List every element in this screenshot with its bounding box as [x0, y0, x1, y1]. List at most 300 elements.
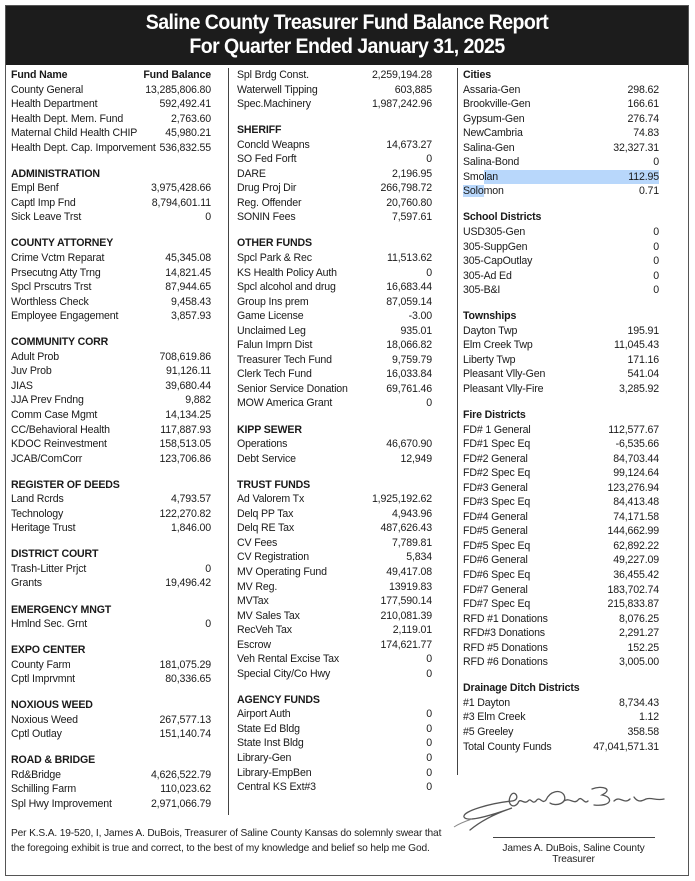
section-title: OTHER FUNDS [237, 237, 312, 250]
section-title: COMMUNITY CORR [11, 336, 109, 349]
fund-name: RFD#3 Donations [463, 627, 545, 640]
fund-balance: 0 [205, 211, 211, 224]
section-title: TRUST FUNDS [237, 478, 311, 491]
fund-name: Prsecutng Atty Trng [11, 266, 101, 279]
fund-balance: 2,971,066.79 [150, 798, 211, 811]
signature-image [452, 775, 682, 835]
fund-row [463, 481, 659, 496]
fund-balance: 12,949 [400, 452, 432, 465]
fund-balance: 3,005.00 [618, 656, 659, 669]
fund-balance: 276.74 [627, 112, 659, 125]
fund-row [237, 338, 432, 353]
fund-row [463, 112, 659, 127]
fund-row [463, 269, 659, 284]
section-title: EMERGENCY MNGT [11, 603, 112, 616]
fund-name: Rd&Bridge [11, 768, 61, 781]
fund-balance: 9,759.79 [391, 353, 432, 366]
fund-name: Hmlnd Sec. Grnt [11, 618, 88, 631]
fund-row [463, 495, 659, 510]
fund-row [463, 283, 659, 298]
fund-balance: 195.91 [627, 324, 659, 337]
fund-name: MV Reg. [237, 580, 278, 593]
fund-balance: 181,075.29 [159, 658, 211, 671]
fund-balance: 487,626.43 [380, 522, 432, 535]
fund-row [463, 97, 659, 112]
fund-row [237, 437, 432, 452]
fund-balance: 0 [426, 722, 432, 735]
fund-section [463, 210, 659, 297]
fund-row [237, 565, 432, 580]
fund-name: Game License [237, 310, 304, 323]
section-title: Cities [463, 69, 491, 81]
fund-row [463, 641, 659, 656]
fund-name: Land Rcrds [11, 493, 64, 506]
fund-balance: -6,535.66 [615, 438, 659, 451]
fund-balance: 110,023.62 [160, 783, 211, 796]
fund-name: FD#7 General [463, 583, 528, 596]
fund-balance: 603,885 [394, 83, 432, 96]
fund-name: USD305-Gen [463, 225, 526, 238]
fund-row [11, 797, 211, 812]
fund-row [463, 240, 659, 255]
fund-name: State Ed Bldg [237, 722, 300, 735]
fund-name: Pleasant Vlly-Fire [463, 382, 544, 395]
fund-section [11, 643, 211, 687]
fund-name: MV Operating Fund [237, 565, 327, 578]
fund-name: State Inst Bldg [237, 737, 304, 750]
fund-balance: 0 [653, 255, 659, 268]
column-divider [228, 68, 229, 815]
fund-balance: 80,336.65 [165, 673, 211, 686]
fund-name: SO Fed Forft [237, 153, 297, 166]
fund-row [463, 423, 659, 438]
fund-row [237, 68, 432, 83]
fund-name: #3 Elm Creek [463, 711, 526, 724]
fund-balance: 144,662.99 [607, 525, 659, 538]
fund-name: Salina-Gen [463, 141, 515, 154]
fund-balance: 45,980.21 [165, 127, 211, 140]
fund-balance: 158,513.05 [159, 438, 211, 451]
signature-stroke [464, 787, 664, 830]
fund-section [463, 309, 659, 396]
fund-balance: 91,126.11 [166, 365, 211, 378]
fund-name: CV Fees [237, 536, 278, 549]
fund-row [237, 280, 432, 295]
section-title: COUNTY ATTORNEY [11, 237, 114, 250]
fund-balance: 84,703.44 [613, 452, 659, 465]
fund-row [463, 452, 659, 467]
fund-balance: 62,892.22 [613, 539, 659, 552]
fund-section [237, 423, 432, 467]
fund-balance: 0 [653, 225, 659, 238]
fund-name-header: Fund Name [11, 69, 68, 81]
fund-name: Sick Leave Trst [11, 211, 82, 224]
fund-balance: 2,763.60 [170, 112, 211, 125]
fund-row [11, 393, 211, 408]
fund-row [463, 126, 659, 141]
signature-stroke [454, 819, 472, 827]
fund-balance: 14,673.27 [386, 138, 432, 151]
fund-row [11, 251, 211, 266]
fund-name: Total County Funds [463, 740, 552, 753]
fund-balance: 14,821.45 [165, 266, 211, 279]
fund-balance: 0 [653, 284, 659, 297]
fund-balance: 151,140.74 [159, 728, 211, 741]
section-title: ROAD & BRIDGE [11, 754, 95, 767]
fund-name: Spec.Machinery [237, 98, 311, 111]
fund-row [237, 295, 432, 310]
fund-balance: 123,276.94 [607, 481, 659, 494]
fund-row [237, 210, 432, 225]
fund-balance: 0 [426, 781, 432, 794]
fund-balance: 0 [205, 618, 211, 631]
fund-name: DARE [237, 167, 266, 180]
fund-row [237, 594, 432, 609]
fund-name: Central KS Ext#3 [237, 781, 316, 794]
fund-name: 305-B&I [463, 284, 501, 297]
fund-row [237, 722, 432, 737]
section-title: Drainage Ditch Districts [463, 682, 580, 695]
fund-balance: 123,706.86 [159, 452, 211, 465]
fund-balance: 7,597.61 [391, 211, 432, 224]
fund-name: FD#5 Spec Eq [463, 539, 531, 552]
fund-row [237, 667, 432, 682]
fund-name: Juv Prob [11, 365, 52, 378]
fund-balance: 5,834 [406, 551, 432, 564]
fund-name: Special City/Co Hwy [237, 667, 331, 680]
fund-row [11, 309, 211, 324]
fund-name: Veh Rental Excise Tax [237, 653, 340, 666]
fund-name: Employee Engagement [11, 310, 119, 323]
fund-balance: 215,833.87 [607, 598, 659, 611]
fund-name: Technology [11, 507, 64, 520]
fund-balance: 122,270.82 [159, 507, 211, 520]
fund-balance: 49,227.09 [613, 554, 659, 567]
fund-balance: 32,327.31 [613, 141, 659, 154]
fund-name: 305-CapOutlay [463, 255, 533, 268]
fund-balance: 8,076.25 [618, 612, 659, 625]
fund-row [237, 536, 432, 551]
fund-name: MVTax [237, 595, 269, 608]
fund-balance: 74,171.58 [613, 510, 659, 523]
section-title: REGISTER OF DEEDS [11, 478, 120, 491]
fund-row [463, 367, 659, 382]
fund-name: County General [11, 83, 84, 96]
fund-name: FD#6 Spec Eq [463, 569, 531, 581]
fund-row [11, 280, 211, 295]
fund-name: Crime Vctm Reparat [11, 252, 105, 265]
fund-row [11, 658, 211, 673]
fund-balance: 166.61 [627, 98, 659, 111]
fund-name: Health Department [11, 98, 98, 111]
fund-balance: 4,626,522.79 [150, 768, 211, 781]
fund-balance: 935.01 [400, 324, 432, 337]
fund-name: Cptl Outlay [11, 728, 62, 741]
fund-name: Debt Service [237, 452, 296, 465]
fund-name: Group Ins prem [237, 295, 309, 308]
fund-balance: 14,134.25 [165, 408, 211, 421]
fund-row [463, 83, 659, 98]
fund-balance: 0 [653, 240, 659, 253]
fund-row [11, 782, 211, 797]
fund-row [463, 696, 659, 711]
fund-section [11, 167, 211, 225]
fund-balance: 152.25 [627, 641, 659, 654]
fund-section [463, 681, 659, 754]
fund-balance: 13919.83 [389, 580, 432, 593]
fund-name: Senior Service Donation [237, 382, 348, 395]
fund-name: Health Dept. Mem. Fund [11, 112, 124, 125]
fund-balance: 9,882 [185, 394, 211, 407]
fund-balance: 7,789.81 [391, 536, 432, 549]
fund-name: KDOC Reinvestment [11, 438, 107, 451]
fund-name: MOW America Grant [237, 397, 333, 410]
fund-name: FD#3 General [463, 481, 528, 494]
fund-row [463, 437, 659, 452]
fund-balance: 358.58 [627, 725, 659, 738]
report-subtitle: For Quarter Ended January 31, 2025 [189, 35, 505, 58]
fund-name: Worthless Check [11, 295, 89, 308]
fund-row [237, 97, 432, 112]
section-title: SHERIFF [237, 124, 282, 137]
section-title: ADMINISTRATION [11, 167, 100, 180]
fund-row [237, 396, 432, 411]
fund-name: Assaria-Gen [463, 83, 521, 96]
fund-name: Solomon [463, 185, 504, 198]
fund-balance: 46,670.90 [386, 438, 432, 451]
fund-balance: 2,259,194.28 [371, 69, 432, 81]
fund-balance: 0.71 [638, 185, 659, 198]
fund-row [11, 97, 211, 112]
fund-row [11, 181, 211, 196]
fund-name: Schilling Farm [11, 783, 77, 796]
fund-row [237, 507, 432, 522]
fund-balance: 1,987,242.96 [371, 98, 432, 111]
fund-name: Airport Auth [237, 708, 291, 721]
fund-name: JCAB/ComCorr [11, 452, 83, 465]
fund-balance: 112.95 [628, 170, 659, 183]
fund-row [463, 254, 659, 269]
signatory-name: James A. DuBois, Saline County Treasurer [502, 843, 645, 865]
fund-balance: 36,455.42 [613, 569, 659, 581]
fund-balance-header: Fund Balance [143, 69, 211, 81]
fund-name: FD#4 General [463, 510, 528, 523]
fund-row [237, 550, 432, 565]
fund-name: RFD #5 Donations [463, 641, 548, 654]
fund-name: JIAS [11, 379, 33, 392]
fund-column-1 [11, 68, 211, 812]
fund-name: FD# 1 General [463, 423, 531, 436]
fund-section [11, 753, 211, 811]
fund-row [11, 768, 211, 783]
fund-name: FD#6 General [463, 554, 528, 567]
fund-balance: 3,857.93 [170, 310, 211, 323]
fund-balance: 0 [426, 766, 432, 779]
fund-balance: 112,577.67 [608, 423, 659, 436]
fund-balance: 87,059.14 [386, 295, 432, 308]
fund-name: CV Registration [237, 551, 309, 564]
fund-row [463, 353, 659, 368]
fund-name: Concld Weapns [237, 138, 310, 151]
fund-balance: 174,621.77 [380, 638, 432, 651]
fund-section [11, 547, 211, 591]
fund-name: FD#2 General [463, 452, 528, 465]
fund-row [463, 184, 659, 199]
fund-row [237, 167, 432, 182]
fund-row [11, 507, 211, 522]
fund-name: Empl Benf [11, 182, 59, 195]
fund-name: MV Sales Tax [237, 609, 300, 622]
fund-row [11, 408, 211, 423]
fund-name: FD#1 Spec Eq [463, 438, 531, 451]
fund-balance: 0 [653, 156, 659, 169]
fund-row [11, 295, 211, 310]
oath-line: the foregoing exhibit is true and correct, to the best of my knowledge and belief so help me God. [11, 843, 430, 854]
fund-name: Clerk Tech Fund [237, 368, 312, 381]
fund-row [11, 196, 211, 211]
fund-name: RecVeh Tax [237, 624, 292, 637]
fund-row [237, 652, 432, 667]
fund-balance: 210,081.39 [380, 609, 432, 622]
fund-balance: 0 [426, 653, 432, 666]
fund-name: County Farm [11, 658, 71, 671]
fund-row [463, 568, 659, 583]
fund-name: Spcl Prscutrs Trst [11, 281, 92, 294]
fund-section [11, 236, 211, 323]
fund-column-3 [463, 68, 659, 754]
fund-balance: 99,124.64 [613, 467, 659, 480]
fund-name: JJA Prev Fndng [11, 394, 84, 407]
fund-balance: 2,119.01 [392, 624, 432, 637]
fund-name: CC/Behavioral Health [11, 423, 110, 436]
fund-section [237, 123, 432, 225]
fund-name: RFD #6 Donations [463, 656, 548, 669]
fund-row [237, 521, 432, 536]
fund-name: Treasurer Tech Fund [237, 353, 332, 366]
oath-statement [11, 826, 441, 856]
fund-name: Gypsum-Gen [463, 112, 525, 125]
fund-balance: 4,793.57 [170, 493, 211, 506]
fund-name: FD#3 Spec Eq [463, 496, 531, 509]
section-title: NOXIOUS WEED [11, 699, 93, 712]
fund-balance: 69,761.46 [386, 382, 432, 395]
fund-name: FD#7 Spec Eq [463, 598, 531, 611]
fund-section [237, 693, 432, 795]
fund-row [11, 727, 211, 742]
fund-balance: 2,196.95 [391, 167, 432, 180]
fund-section [11, 698, 211, 742]
fund-name: Heritage Trust [11, 522, 76, 535]
fund-row [463, 466, 659, 481]
fund-balance: 39,680.44 [165, 379, 211, 392]
fund-balance: 541.04 [627, 368, 659, 381]
fund-balance: 708,619.86 [159, 350, 211, 363]
fund-name: Liberty Twp [463, 353, 516, 366]
fund-balance: 0 [205, 562, 211, 575]
fund-name: Salina-Bond [463, 156, 520, 169]
fund-row [463, 524, 659, 539]
fund-balance: 8,734.43 [618, 696, 659, 709]
fund-name: Escrow [237, 638, 271, 651]
fund-row [463, 553, 659, 568]
fund-row [237, 309, 432, 324]
fund-row [463, 155, 659, 170]
fund-balance: 298.62 [627, 83, 659, 96]
column-divider [457, 68, 458, 775]
fund-row [237, 580, 432, 595]
oath-line: Per K.S.A. 19-520, I, James A. DuBois, Treasurer of Saline County Kansas do solemnly swear that [11, 828, 442, 839]
fund-row [11, 452, 211, 467]
fund-balance: 0 [426, 752, 432, 765]
fund-name: #5 Greeley [463, 725, 514, 738]
fund-balance: 84,413.48 [613, 496, 659, 509]
fund-balance: 0 [426, 737, 432, 750]
fund-name: Adult Prob [11, 350, 59, 363]
fund-name: Spcl Park & Rec [237, 252, 312, 265]
fund-name: Maternal Child Health CHIP [11, 127, 138, 140]
fund-name: SONIN Fees [237, 211, 296, 224]
section-title: AGENCY FUNDS [237, 693, 320, 706]
fund-balance: 47,041,571.31 [593, 740, 659, 753]
fund-row [463, 612, 659, 627]
fund-name: Ad Valorem Tx [237, 493, 305, 506]
fund-section [11, 478, 211, 536]
fund-row [463, 597, 659, 612]
fund-name: FD#5 General [463, 525, 528, 538]
fund-row [463, 510, 659, 525]
section-title: Fire Districts [463, 408, 526, 421]
fund-row [237, 736, 432, 751]
fund-balance: 0 [653, 269, 659, 282]
fund-section [11, 603, 211, 632]
fund-row [463, 225, 659, 240]
report-title: Saline County Treasurer Fund Balance Report [145, 11, 549, 34]
fund-row [11, 210, 211, 225]
fund-row [11, 672, 211, 687]
fund-name: Dayton Twp [463, 324, 518, 337]
fund-row [237, 367, 432, 382]
fund-row [237, 492, 432, 507]
fund-balance: 1,925,192.62 [371, 493, 432, 506]
fund-row [237, 638, 432, 653]
fund-row [463, 725, 659, 740]
section-title: EXPO CENTER [11, 644, 86, 657]
fund-row [463, 710, 659, 725]
fund-name: Waterwell Tipping [237, 83, 318, 96]
fund-row [11, 364, 211, 379]
fund-row [237, 452, 432, 467]
section-title: KIPP SEWER [237, 423, 302, 436]
fund-row [11, 141, 211, 156]
section-title: School Districts [463, 211, 542, 224]
fund-balance: 0 [426, 708, 432, 721]
fund-balance: 16,683.44 [386, 281, 432, 294]
fund-row [463, 382, 659, 397]
fund-name: Library-EmpBen [237, 766, 312, 779]
fund-row [11, 112, 211, 127]
fund-section [463, 408, 659, 670]
fund-row [463, 141, 659, 156]
fund-name: Captl Imp Fnd [11, 196, 76, 209]
fund-name: KS Health Policy Auth [237, 266, 337, 279]
fund-section [463, 68, 659, 199]
fund-row [237, 353, 432, 368]
fund-row [237, 251, 432, 266]
fund-name: Delq RE Tax [237, 522, 295, 535]
fund-balance: 45,345.08 [165, 252, 211, 265]
fund-row [237, 138, 432, 153]
fund-name: Pleasant Vlly-Gen [463, 368, 546, 381]
